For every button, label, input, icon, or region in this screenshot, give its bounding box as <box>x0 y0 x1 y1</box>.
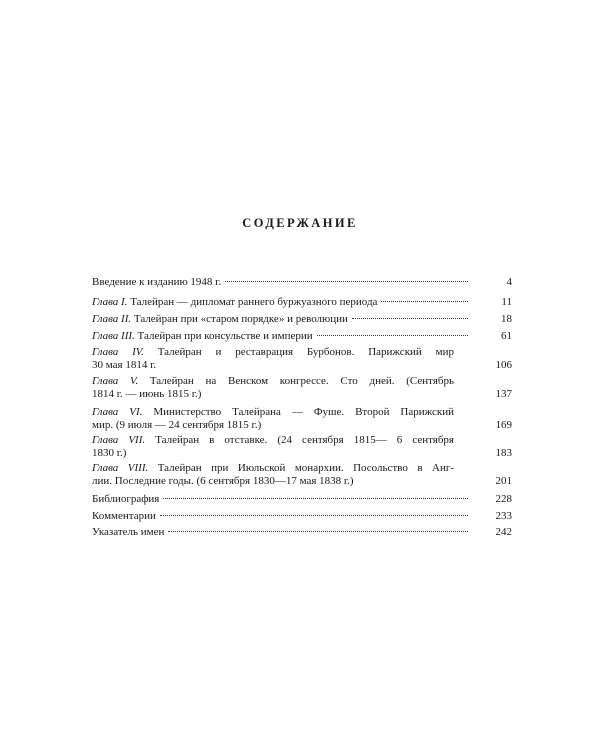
toc-entry-text-line-2: 1830 г.) <box>92 447 127 459</box>
dot-leader <box>168 531 468 532</box>
dot-leader <box>381 301 468 302</box>
toc-entry-text-line-2: 1814 г. — июнь 1815 г.) <box>92 388 202 400</box>
toc-entry-text-line-1: Талейран и реставрация Бурбонов. Парижский мир <box>157 346 455 358</box>
dot-leader <box>225 281 468 282</box>
dot-leader <box>317 335 468 336</box>
toc-entry-page: 11 <box>501 296 512 308</box>
toc-entry-chapter-4[interactable] <box>92 346 512 372</box>
toc-entry-text: Талейран — дипломат раннего буржуазного периода <box>130 296 378 308</box>
toc-entry-chapter-2[interactable] <box>92 313 512 326</box>
chapter-prefix: Глава VI. <box>92 406 143 418</box>
toc-entry-page: 137 <box>495 388 512 400</box>
toc-entry-text-line-1: Министерство Талейрана — Фуше. Второй Парижский <box>153 406 455 418</box>
toc-entry-chapter-1[interactable] <box>92 296 512 309</box>
toc-entry-page: 18 <box>501 313 512 325</box>
toc-entry-name-index[interactable] <box>92 526 512 539</box>
dot-leader <box>163 498 468 499</box>
chapter-prefix: Глава I. <box>92 296 128 308</box>
toc-entry-text-line-1: Талейран на Венском конгрессе. Сто дней. (Сентябрь <box>149 375 454 387</box>
toc-entry-chapter-3[interactable] <box>92 330 512 343</box>
toc-entry-text: Талейран при консульстве и империи <box>137 330 313 342</box>
toc-entry-chapter-7[interactable] <box>92 420 512 460</box>
toc-entry-introduction[interactable] <box>92 276 512 289</box>
toc-entry-page: 201 <box>495 475 512 487</box>
toc-entry-page: 242 <box>495 526 512 538</box>
toc-entry-text: Комментарии <box>92 510 156 522</box>
chapter-prefix: Глава III. <box>92 330 135 342</box>
toc-entry-page: 61 <box>501 330 512 342</box>
chapter-prefix: Глава V. <box>92 375 139 387</box>
dot-leader <box>352 318 468 319</box>
toc-entry-text: Библиография <box>92 493 160 505</box>
toc-entry-text: Талейран при «старом порядке» и революции <box>133 313 348 325</box>
toc-entry-text-line-2: лии. Последние годы. (6 сентября 1830—17 мая 1838 г.) <box>92 475 354 487</box>
toc-entry-bibliography[interactable] <box>92 493 512 506</box>
toc-entry-text-line-2: 30 мая 1814 г. <box>92 359 157 371</box>
toc-entry-page: 228 <box>495 493 512 505</box>
toc-entry-chapter-5[interactable] <box>92 375 512 401</box>
toc-entry-page: 4 <box>506 276 512 288</box>
toc-entry-page: 233 <box>495 510 512 522</box>
page-title: СОДЕРЖАНИЕ <box>242 216 358 230</box>
toc-entry-comments[interactable] <box>92 510 512 523</box>
toc-entry-text: Указатель имен <box>92 526 165 538</box>
toc-entry-page: 106 <box>495 359 512 371</box>
chapter-prefix: Глава IV. <box>92 346 144 358</box>
dot-leader <box>160 515 468 516</box>
toc-entry-text-line-1: Талейран при Июльской монархии. Посольство в Анг- <box>157 462 455 474</box>
chapter-prefix: Глава VII. <box>92 434 146 446</box>
toc-entry-page: 169 <box>495 419 512 431</box>
chapter-prefix: Глава VIII. <box>92 462 149 474</box>
chapter-prefix: Глава II. <box>92 313 132 325</box>
toc-entry-page: 183 <box>495 447 512 459</box>
toc-entry-text: Введение к изданию 1948 г. <box>92 276 222 288</box>
toc-entry-text-line-1: Талейран в отставке. (24 сентября 1815— 6 сентября <box>155 434 454 446</box>
toc-entry-chapter-8[interactable] <box>92 462 512 488</box>
toc-entry-text-line-2: мир. (9 июля — 24 сентября 1815 г.) <box>92 419 262 431</box>
